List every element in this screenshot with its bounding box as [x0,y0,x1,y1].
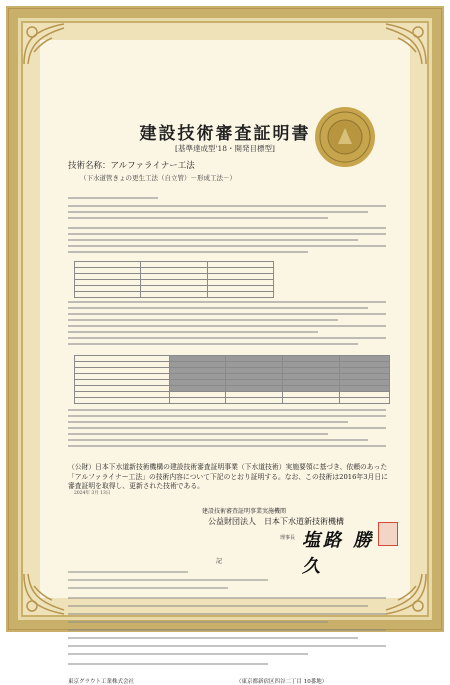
technology-name: 技術名称：アルファライナー工法 [68,161,195,171]
fine-print-line [68,211,368,213]
fine-print-line [68,613,386,615]
fine-print-line [68,325,386,327]
red-name-stamp-icon [378,522,398,546]
fine-print-line [68,409,386,411]
fine-print-line [68,227,386,229]
issuing-organization: 公益財団法人 日本下水道新技術機構 [208,517,344,526]
ornament-corner-icon [384,572,428,616]
ornament-corner-icon [384,22,428,66]
fine-print-line [68,337,386,339]
fine-print-line [68,319,338,321]
fine-print-line [68,645,386,647]
fine-print-line [68,427,386,429]
fine-print-line [68,597,386,599]
fine-print-line [68,439,368,441]
ki-marker: 記 [216,558,223,565]
fine-print-line [68,205,386,207]
fine-print-line [68,307,368,309]
fine-print-line [68,579,268,581]
technology-description: （下水道管きょの更生工法（自立管）－形成工法－） [80,174,236,182]
fine-print-line [68,245,386,247]
fine-print-line [68,331,318,333]
fine-print-line [68,621,328,623]
fine-print-line [68,217,328,219]
fine-print-line [68,239,358,241]
fine-print-line [68,421,348,423]
fine-print-line [68,663,268,665]
issuing-program: 建設技術審査証明事業実施機関 [202,508,287,515]
fine-print-line [68,301,386,303]
fine-print-line [68,629,386,631]
fine-print-line [68,433,328,435]
spec-table [74,261,274,298]
applicant-company: 東京グラウト工業株式会社 [68,679,135,685]
certification-statement: （公財）日本下水道新技術機構の建設技術審査証明事業（下水道技術）実施要領に基づき、依頼のあった「アルファライナー工法」の技術内容について下記のとおり証明する。なお、この技術は2016年3月日に審査証明を取得し、更新された技術である。 [68,463,388,490]
certificate-subtitle: [基準達成型'18・開発目標型] [175,144,275,153]
signatory-role: 理事長 [280,535,296,541]
issue-date: 2024年 3月 13日 [74,491,111,496]
fine-print-line [68,197,158,199]
fine-print-line [68,605,368,607]
fine-print-line [68,415,386,417]
fine-print-line [68,445,386,447]
fine-print-line [68,653,308,655]
result-table [74,355,390,404]
signatory-name: 塩路 勝久 [302,530,375,577]
certificate-title: 建設技術審査証明書 [139,124,311,144]
fine-print-line [68,343,358,345]
fine-print-line [68,587,228,589]
applicant-address: （東京都新宿区四谷二丁目 10番地） [236,679,328,685]
fine-print-line [68,571,188,573]
ornament-corner-icon [22,572,66,616]
fine-print-line [68,251,308,253]
ornament-corner-icon [22,22,66,66]
fine-print-line [68,313,386,315]
fine-print-line [68,233,386,235]
